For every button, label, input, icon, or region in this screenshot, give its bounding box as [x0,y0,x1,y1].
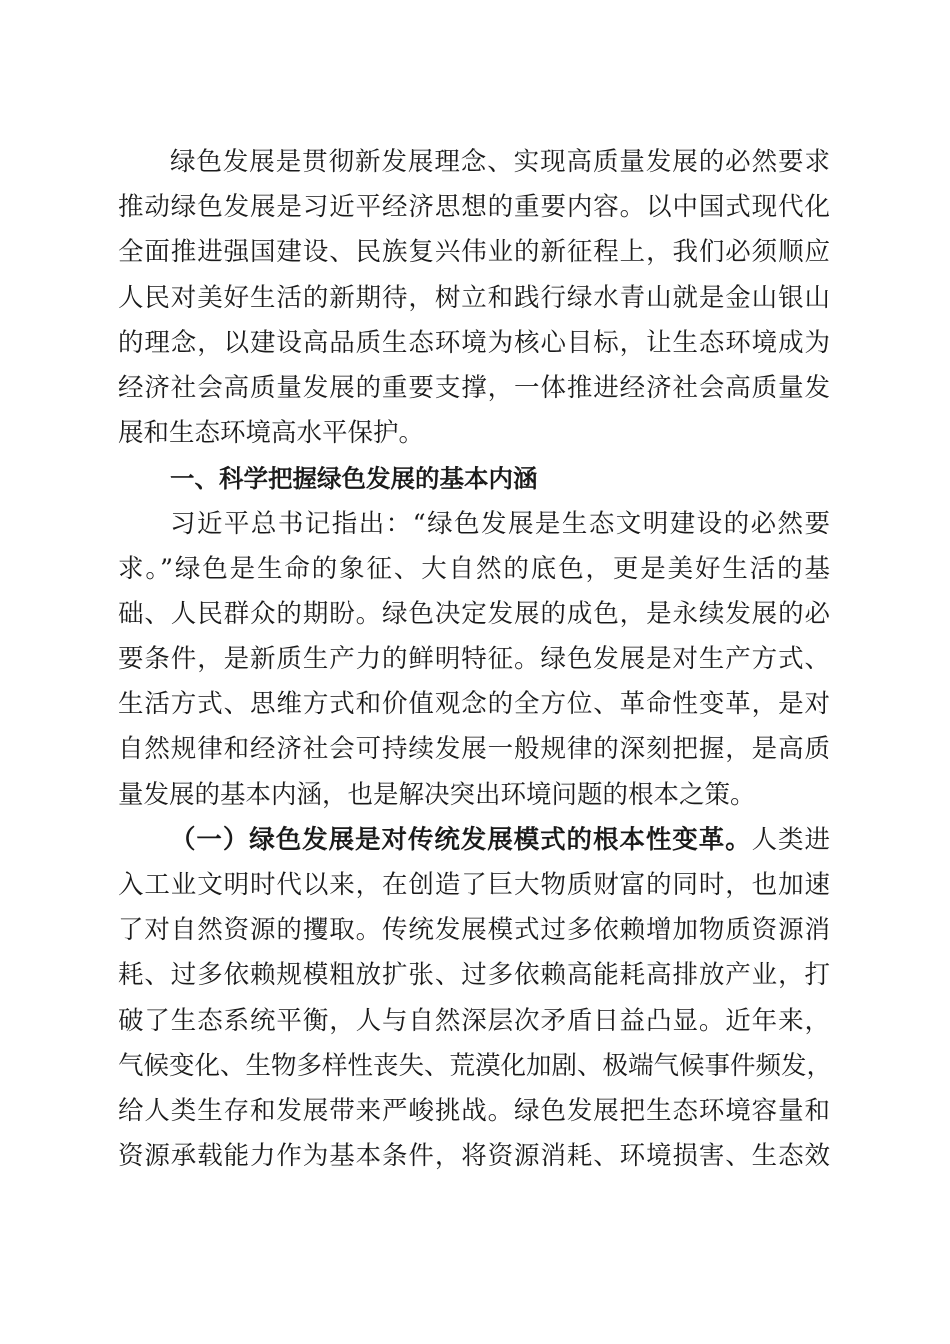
paragraph-2-line-5: 生活方式、思维方式和价值观念的全方位、革命性变革，是对 [118,689,830,720]
paragraph-3-line-5: 破了生态系统平衡，人与自然深层次矛盾日益凸显。近年来， [118,1005,830,1036]
paragraph-1-line-4: 人民对美好生活的新期待，树立和践行绿水青山就是金山银山 [118,282,830,313]
paragraph-3-line-1-rest: 人类进 [751,824,830,855]
paragraph-2-line-4: 要条件，是新质生产力的鲜明特征。绿色发展是对生产方式、 [118,644,830,675]
section-heading: 一、科学把握绿色发展的基本内涵 [170,464,538,494]
paragraph-2-line-1: 习近平总书记指出：“绿色发展是生态文明建设的必然要 [170,508,830,539]
paragraph-3-line-8: 资源承载能力作为基本条件，将资源消耗、环境损害、生态效 [118,1141,830,1172]
paragraph-2-line-2: 求。”绿色是生命的象征、大自然的底色，更是美好生活的基 [118,553,830,584]
paragraph-3-line-7: 给人类生存和发展带来严峻挑战。绿色发展把生态环境容量和 [118,1095,830,1126]
subsection-lead: （一）绿色发展是对传统发展模式的根本性变革。 [170,824,752,855]
paragraph-3-line-4: 耗、过多依赖规模粗放扩张、过多依赖高能耗高排放产业，打 [118,960,830,991]
paragraph-1-line-3: 全面推进强国建设、民族复兴伟业的新征程上，我们必须顺应 [118,237,830,268]
paragraph-1-line-6: 经济社会高质量发展的重要支撑，一体推进经济社会高质量发 [118,372,830,403]
paragraph-1-line-2: 推动绿色发展是习近平经济思想的重要内容。以中国式现代化 [118,192,830,223]
paragraph-1-line-7: 展和生态环境高水平保护。 [118,418,425,449]
paragraph-3-line-2: 入工业文明时代以来，在创造了巨大物质财富的同时，也加速 [118,870,830,900]
paragraph-2-line-3: 础、人民群众的期盼。绿色决定发展的成色，是永续发展的必 [118,598,830,629]
paragraph-1-line-1: 绿色发展是贯彻新发展理念、实现高质量发展的必然要求 [170,147,830,177]
document-body [118,140,833,1179]
paragraph-3-line-6: 气候变化、生物多样性丧失、荒漠化加剧、极端气候事件频发， [118,1050,833,1081]
paragraph-3-line-1 [118,818,830,863]
paragraph-3-line-3: 了对自然资源的攫取。传统发展模式过多依赖增加物质资源消 [118,915,830,946]
paragraph-2-line-6: 自然规律和经济社会可持续发展一般规律的深刻把握，是高质 [118,734,830,765]
paragraph-1-line-5: 的理念，以建设高品质生态环境为核心目标，让生态环境成为 [118,327,830,358]
paragraph-2-line-7: 量发展的基本内涵，也是解决突出环境问题的根本之策。 [118,779,756,810]
